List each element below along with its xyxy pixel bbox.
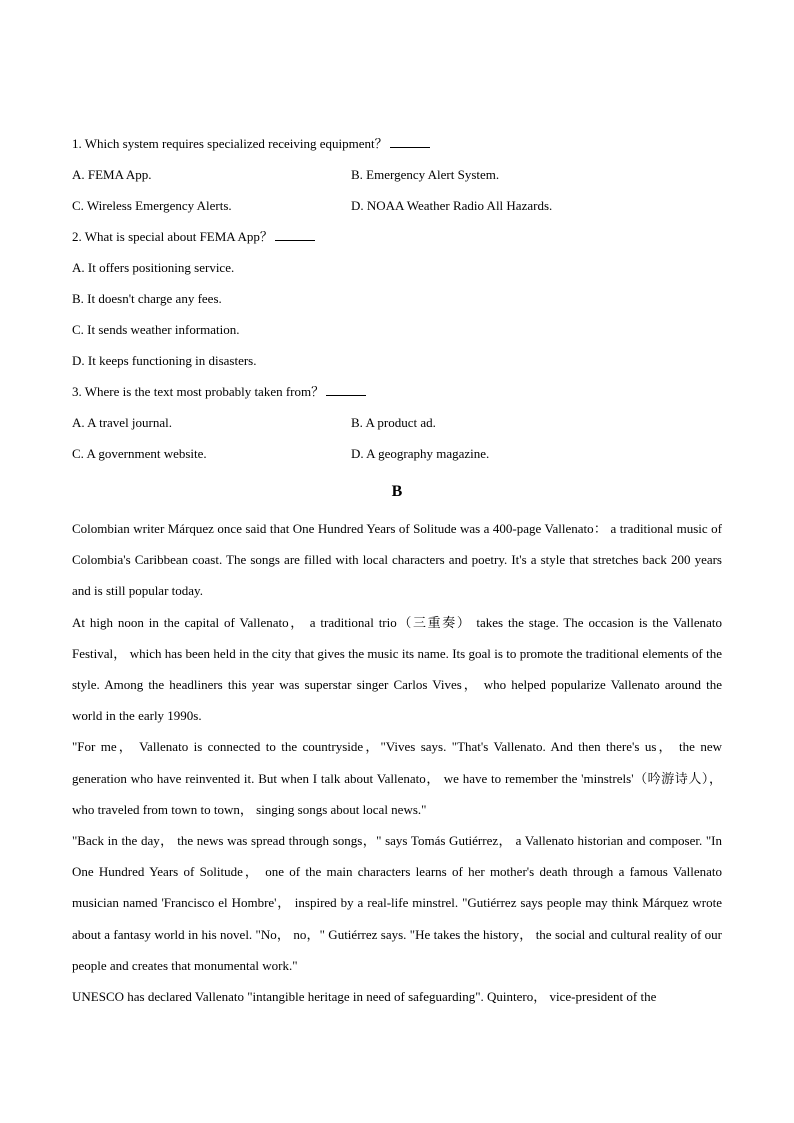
question-3-options-row-2 xyxy=(72,438,732,469)
question-1-option-d: D. NOAA Weather Radio All Hazards. xyxy=(351,198,553,213)
question-1-text: 1. Which system requires specialized receiving equipment？ xyxy=(72,136,388,151)
question-1-options-row-2 xyxy=(72,190,732,221)
question-1-option-c: C. Wireless Emergency Alerts. xyxy=(72,198,232,213)
passage-paragraph-2: At high noon in the capital of Vallenato， a traditional trio（三重奏） takes the stage. The occasion is the Vallenato Festival， which has been held in the city that gives the music its name. Its goal is to promote the traditional elements of the style. Among the headliners this year was superstar singer Carlos Vives， who helped popularize Vallenato around the world in the early 1990s. xyxy=(72,614,722,724)
question-2-stem xyxy=(72,221,732,252)
passage-paragraph-5: UNESCO has declared Vallenato "intangible heritage in need of safeguarding". Quintero， vice-president of the xyxy=(72,989,657,1005)
question-2-text: 2. What is special about FEMA App？ xyxy=(72,229,273,244)
reading-passage xyxy=(72,513,722,1012)
question-1-stem xyxy=(72,128,732,159)
question-3-option-d: D. A geography magazine. xyxy=(351,446,490,461)
passage-paragraph-3: "For me， Vallenato is connected to the countryside，"Vives says. "That's Vallenato. And then there's us， the new generation who have reinvented it. But when I talk about Vallenato， we have to remember the 'minstrels'（吟游诗人）， who traveled from town to town， singing songs about local news." xyxy=(72,739,722,817)
passage-paragraph-1: Colombian writer Márquez once said that One Hundred Years of Solitude was a 400-page Vallenato： a traditional music of Colombia's Caribbean coast. The songs are filled with local characters and poetry. It's a style that stretches back 200 years and is still popular today. xyxy=(72,521,722,599)
section-heading: B xyxy=(391,483,403,500)
passage-paragraph-4: "Back in the day， the news was spread through songs，" says Tomás Gutiérrez， a Vallenato historian and composer. "In One Hundred Years of Solitude， one of the main characters learns of her mother's death through a famous Vallenato musician named 'Francisco el Hombre'， inspired by a real-life minstrel. "Gutiérrez says people may think Márquez wrote about a fantasy world in his novel. "No， no，" Gutiérrez says. "He takes the history， the social and cultural reality of our people and creates that monumental work." xyxy=(72,833,722,973)
question-1-option-b: B. Emergency Alert System. xyxy=(351,167,500,182)
answer-blank-1[interactable] xyxy=(390,133,430,148)
question-1-option-a: A. FEMA App. xyxy=(72,167,152,182)
question-2-option-d: D. It keeps functioning in disasters. xyxy=(72,353,257,368)
question-list xyxy=(72,128,732,469)
question-3-stem xyxy=(72,376,732,407)
question-3-options-row-1 xyxy=(72,407,732,438)
question-2-option-a: A. It offers positioning service. xyxy=(72,260,235,275)
question-3-option-b: B. A product ad. xyxy=(351,415,436,430)
question-3-option-a: A. A travel journal. xyxy=(72,415,173,430)
question-3-text: 3. Where is the text most probably taken from？ xyxy=(72,384,325,399)
question-2-option-c: C. It sends weather information. xyxy=(72,322,240,337)
question-2-option-b: B. It doesn't charge any fees. xyxy=(72,291,222,306)
question-3-option-c: C. A government website. xyxy=(72,446,207,461)
answer-blank-2[interactable] xyxy=(275,226,315,241)
answer-blank-3[interactable] xyxy=(326,381,366,396)
question-1-options-row-1 xyxy=(72,159,732,190)
